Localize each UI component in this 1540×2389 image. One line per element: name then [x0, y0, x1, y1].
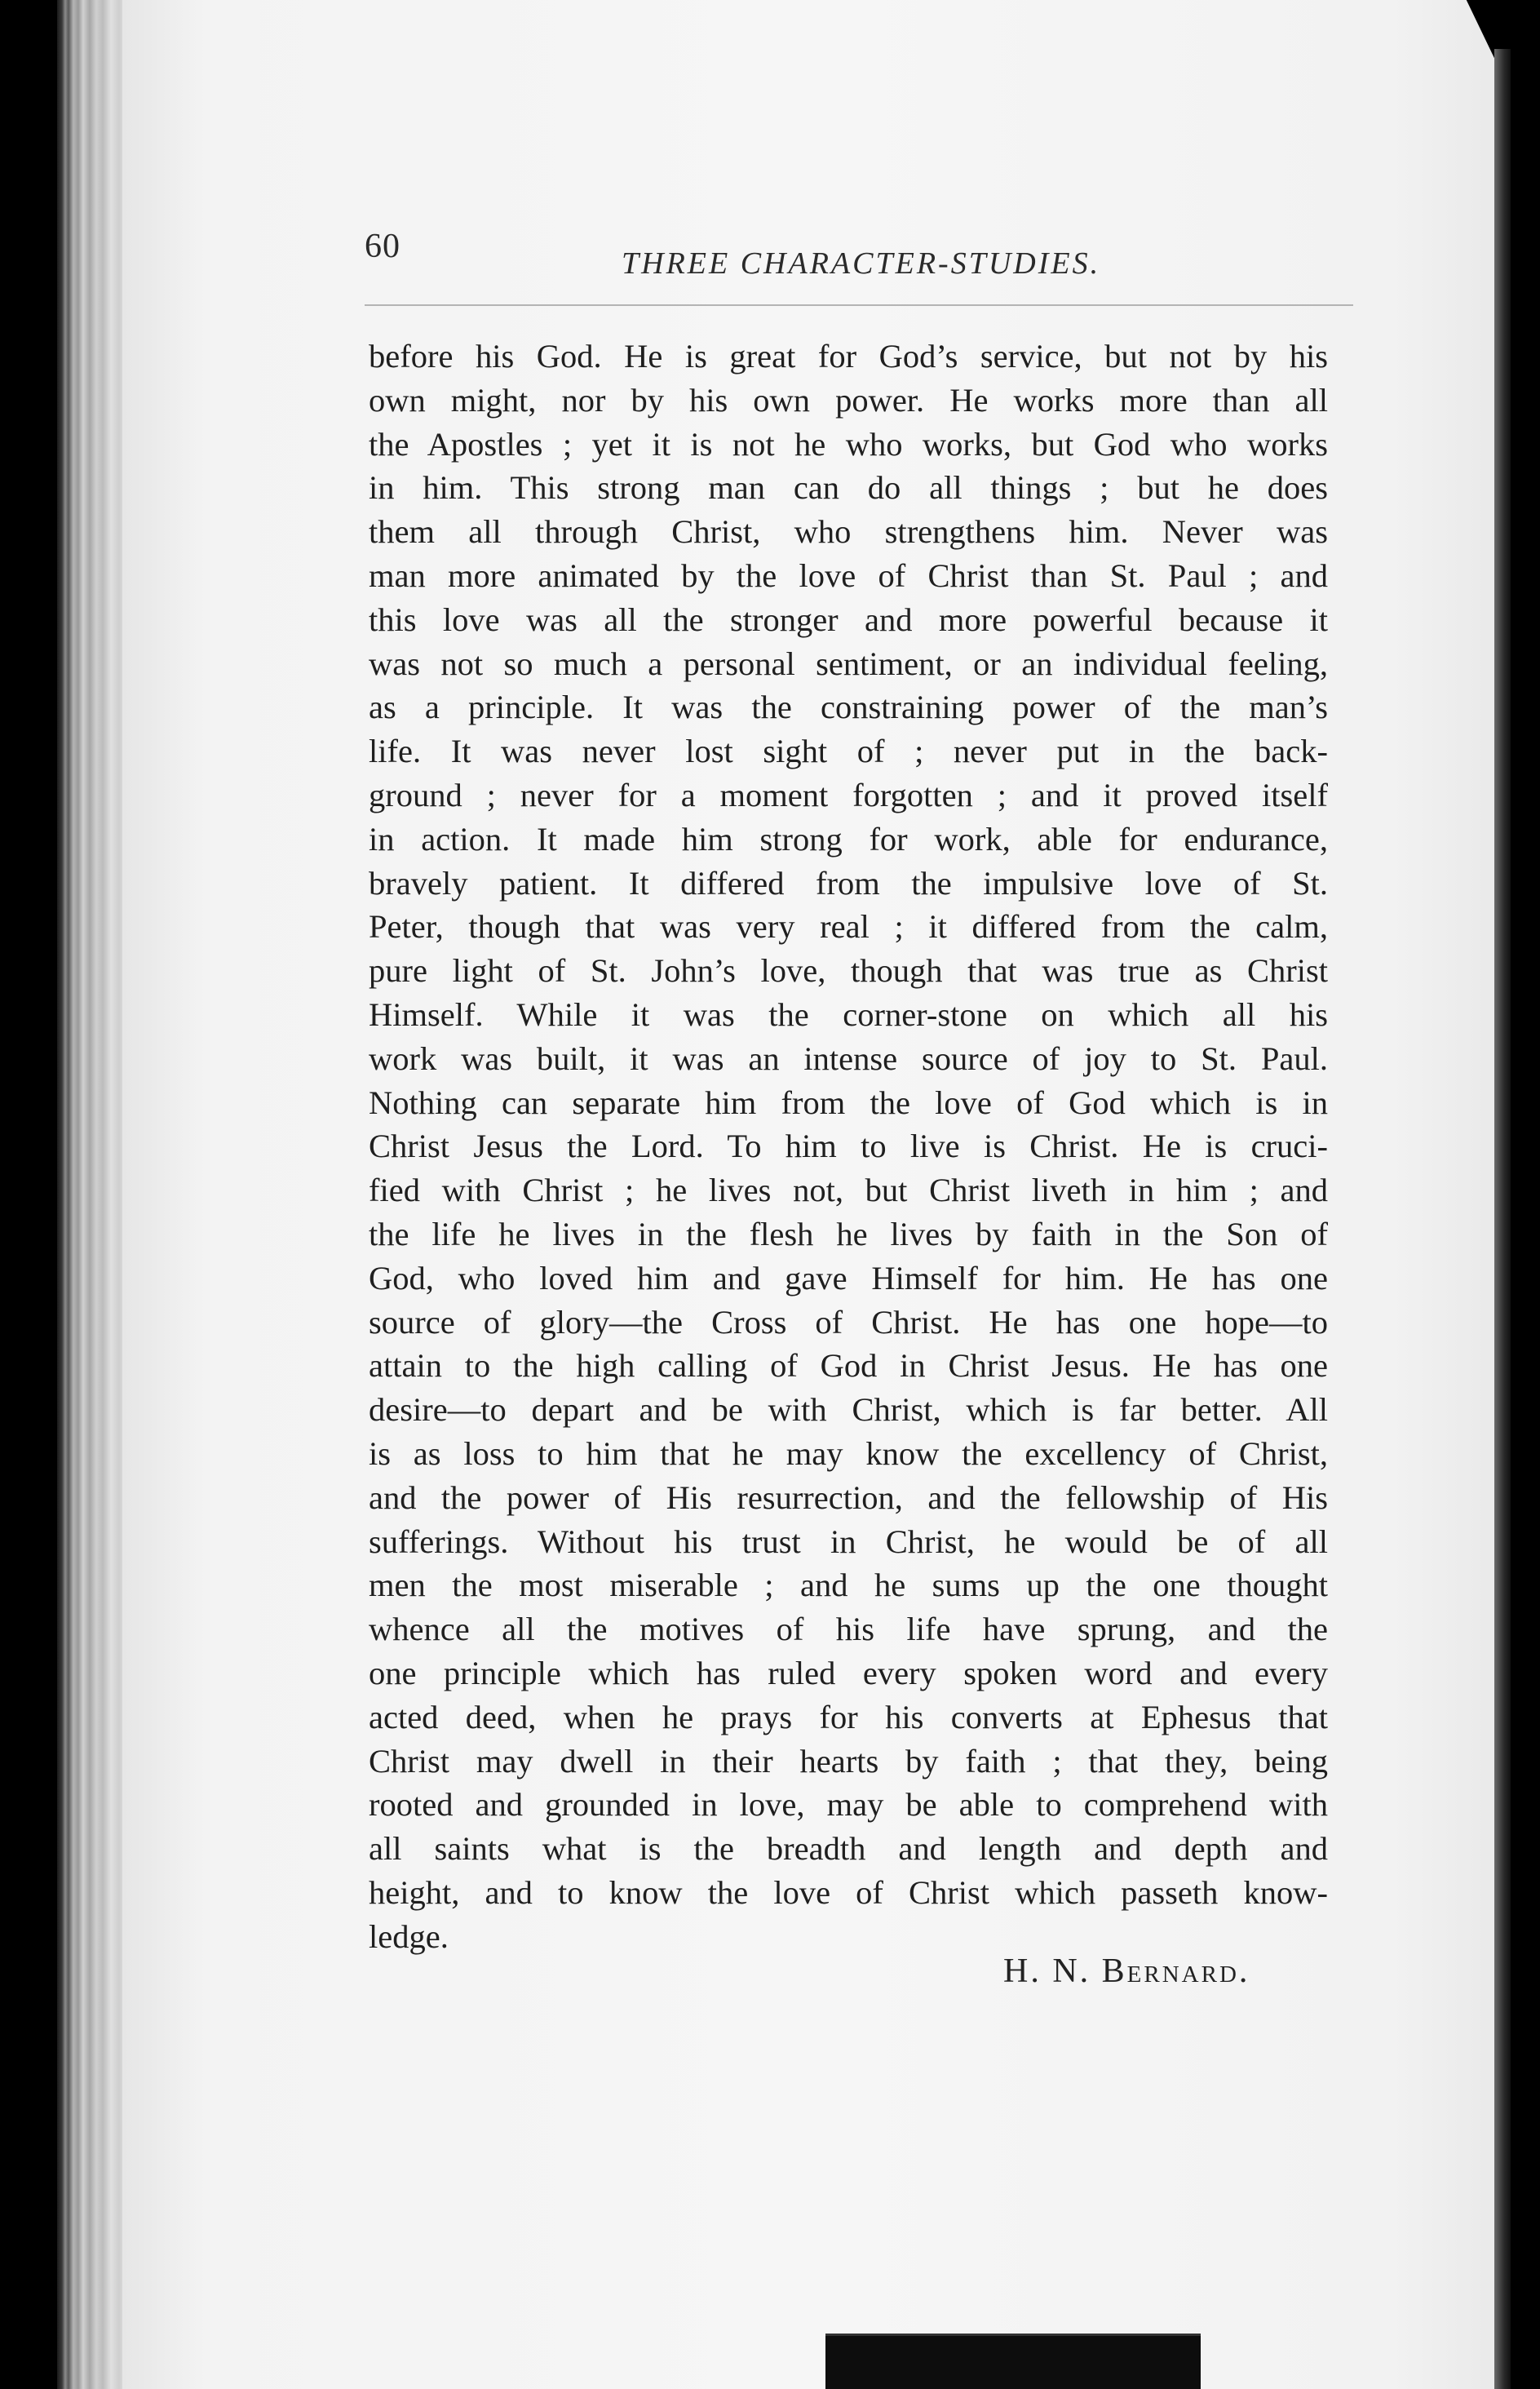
text-line: acted deed, when he prays for his converts at Ephesus that [369, 1698, 1328, 1735]
text-line: all saints what is the breadth and length and depth and [369, 1830, 1328, 1868]
page-number: 60 [365, 228, 400, 265]
text-line: in action. It made him strong for work, able for endurance, [369, 820, 1328, 858]
text-line: God, who loved him and gave Himself for him. He has one [369, 1259, 1328, 1296]
header-rule [365, 304, 1353, 306]
text-line: this love was all the stronger and more powerful because it [369, 601, 1328, 638]
text-line: one principle which has ruled every spoken word and every [369, 1654, 1328, 1691]
text-line: source of glory—the Cross of Christ. He has one hope—to [369, 1303, 1328, 1341]
text-line: own might, nor by his own power. He works more than all [369, 381, 1328, 419]
text-line: desire—to depart and be with Christ, which is far better. All [369, 1391, 1328, 1429]
text-line: pure light of St. John’s love, though that was true as Christ [369, 952, 1328, 990]
text-line: bravely patient. It differed from the impulsive love of St. [369, 864, 1328, 902]
text-line: and the power of His resurrection, and the fellowship of His [369, 1478, 1328, 1516]
text-line: before his God. He is great for God’s service, but not by his [369, 338, 1328, 375]
text-line: attain to the high calling of God in Christ Jesus. He has one [369, 1347, 1328, 1385]
text-line: as a principle. It was the constraining power of the man’s [369, 689, 1328, 726]
text-line: them all through Christ, who strengthens him. Never was [369, 513, 1328, 551]
text-line: whence all the motives of his life have sprung, and the [369, 1611, 1328, 1648]
scanner-clip [825, 2334, 1201, 2389]
author-signature: H. N. Bernard. [1003, 1952, 1250, 1990]
text-line: was not so much a personal sentiment, or an individual feeling, [369, 645, 1328, 682]
text-line: in him. This strong man can do all things ; but he does [369, 469, 1328, 507]
text-line: men the most miserable ; and he sums up the one thought [369, 1567, 1328, 1604]
text-line: ground ; never for a moment forgotten ; and it proved itself [369, 776, 1328, 813]
text-line: sufferings. Without his trust in Christ, he would be of all [369, 1522, 1328, 1560]
running-head: THREE CHARACTER-STUDIES. [622, 246, 1101, 281]
text-line: the Apostles ; yet it is not he who works, but God who works [369, 425, 1328, 463]
text-line: man more animated by the love of Christ than St. Paul ; and [369, 556, 1328, 594]
body-text [369, 335, 1328, 1958]
text-line: height, and to know the love of Christ which passeth know- [369, 1873, 1328, 1911]
text-line: fied with Christ ; he lives not, but Christ liveth in him ; and [369, 1172, 1328, 1209]
text-line: work was built, it was an intense source of joy to St. Paul. [369, 1039, 1328, 1077]
text-line: Nothing can separate him from the love of God which is in [369, 1084, 1328, 1121]
text-line: ledge. [369, 1917, 449, 1955]
text-line: Himself. While it was the corner-stone on which all his [369, 995, 1328, 1033]
text-line: rooted and grounded in love, may be able to comprehend with [369, 1786, 1328, 1824]
text-line: the life he lives in the flesh he lives by faith in the Son of [369, 1215, 1328, 1252]
text-line: is as loss to him that he may know the excellency of Christ, [369, 1434, 1328, 1472]
text-line: Peter, though that was very real ; it differed from the calm, [369, 908, 1328, 946]
text-line: Christ Jesus the Lord. To him to live is Christ. He is cruci- [369, 1128, 1328, 1165]
text-line: Christ may dwell in their hearts by faith ; that they, being [369, 1742, 1328, 1780]
book-cover-edge [1494, 49, 1511, 2389]
text-line: life. It was never lost sight of ; never put in the back- [369, 733, 1328, 770]
